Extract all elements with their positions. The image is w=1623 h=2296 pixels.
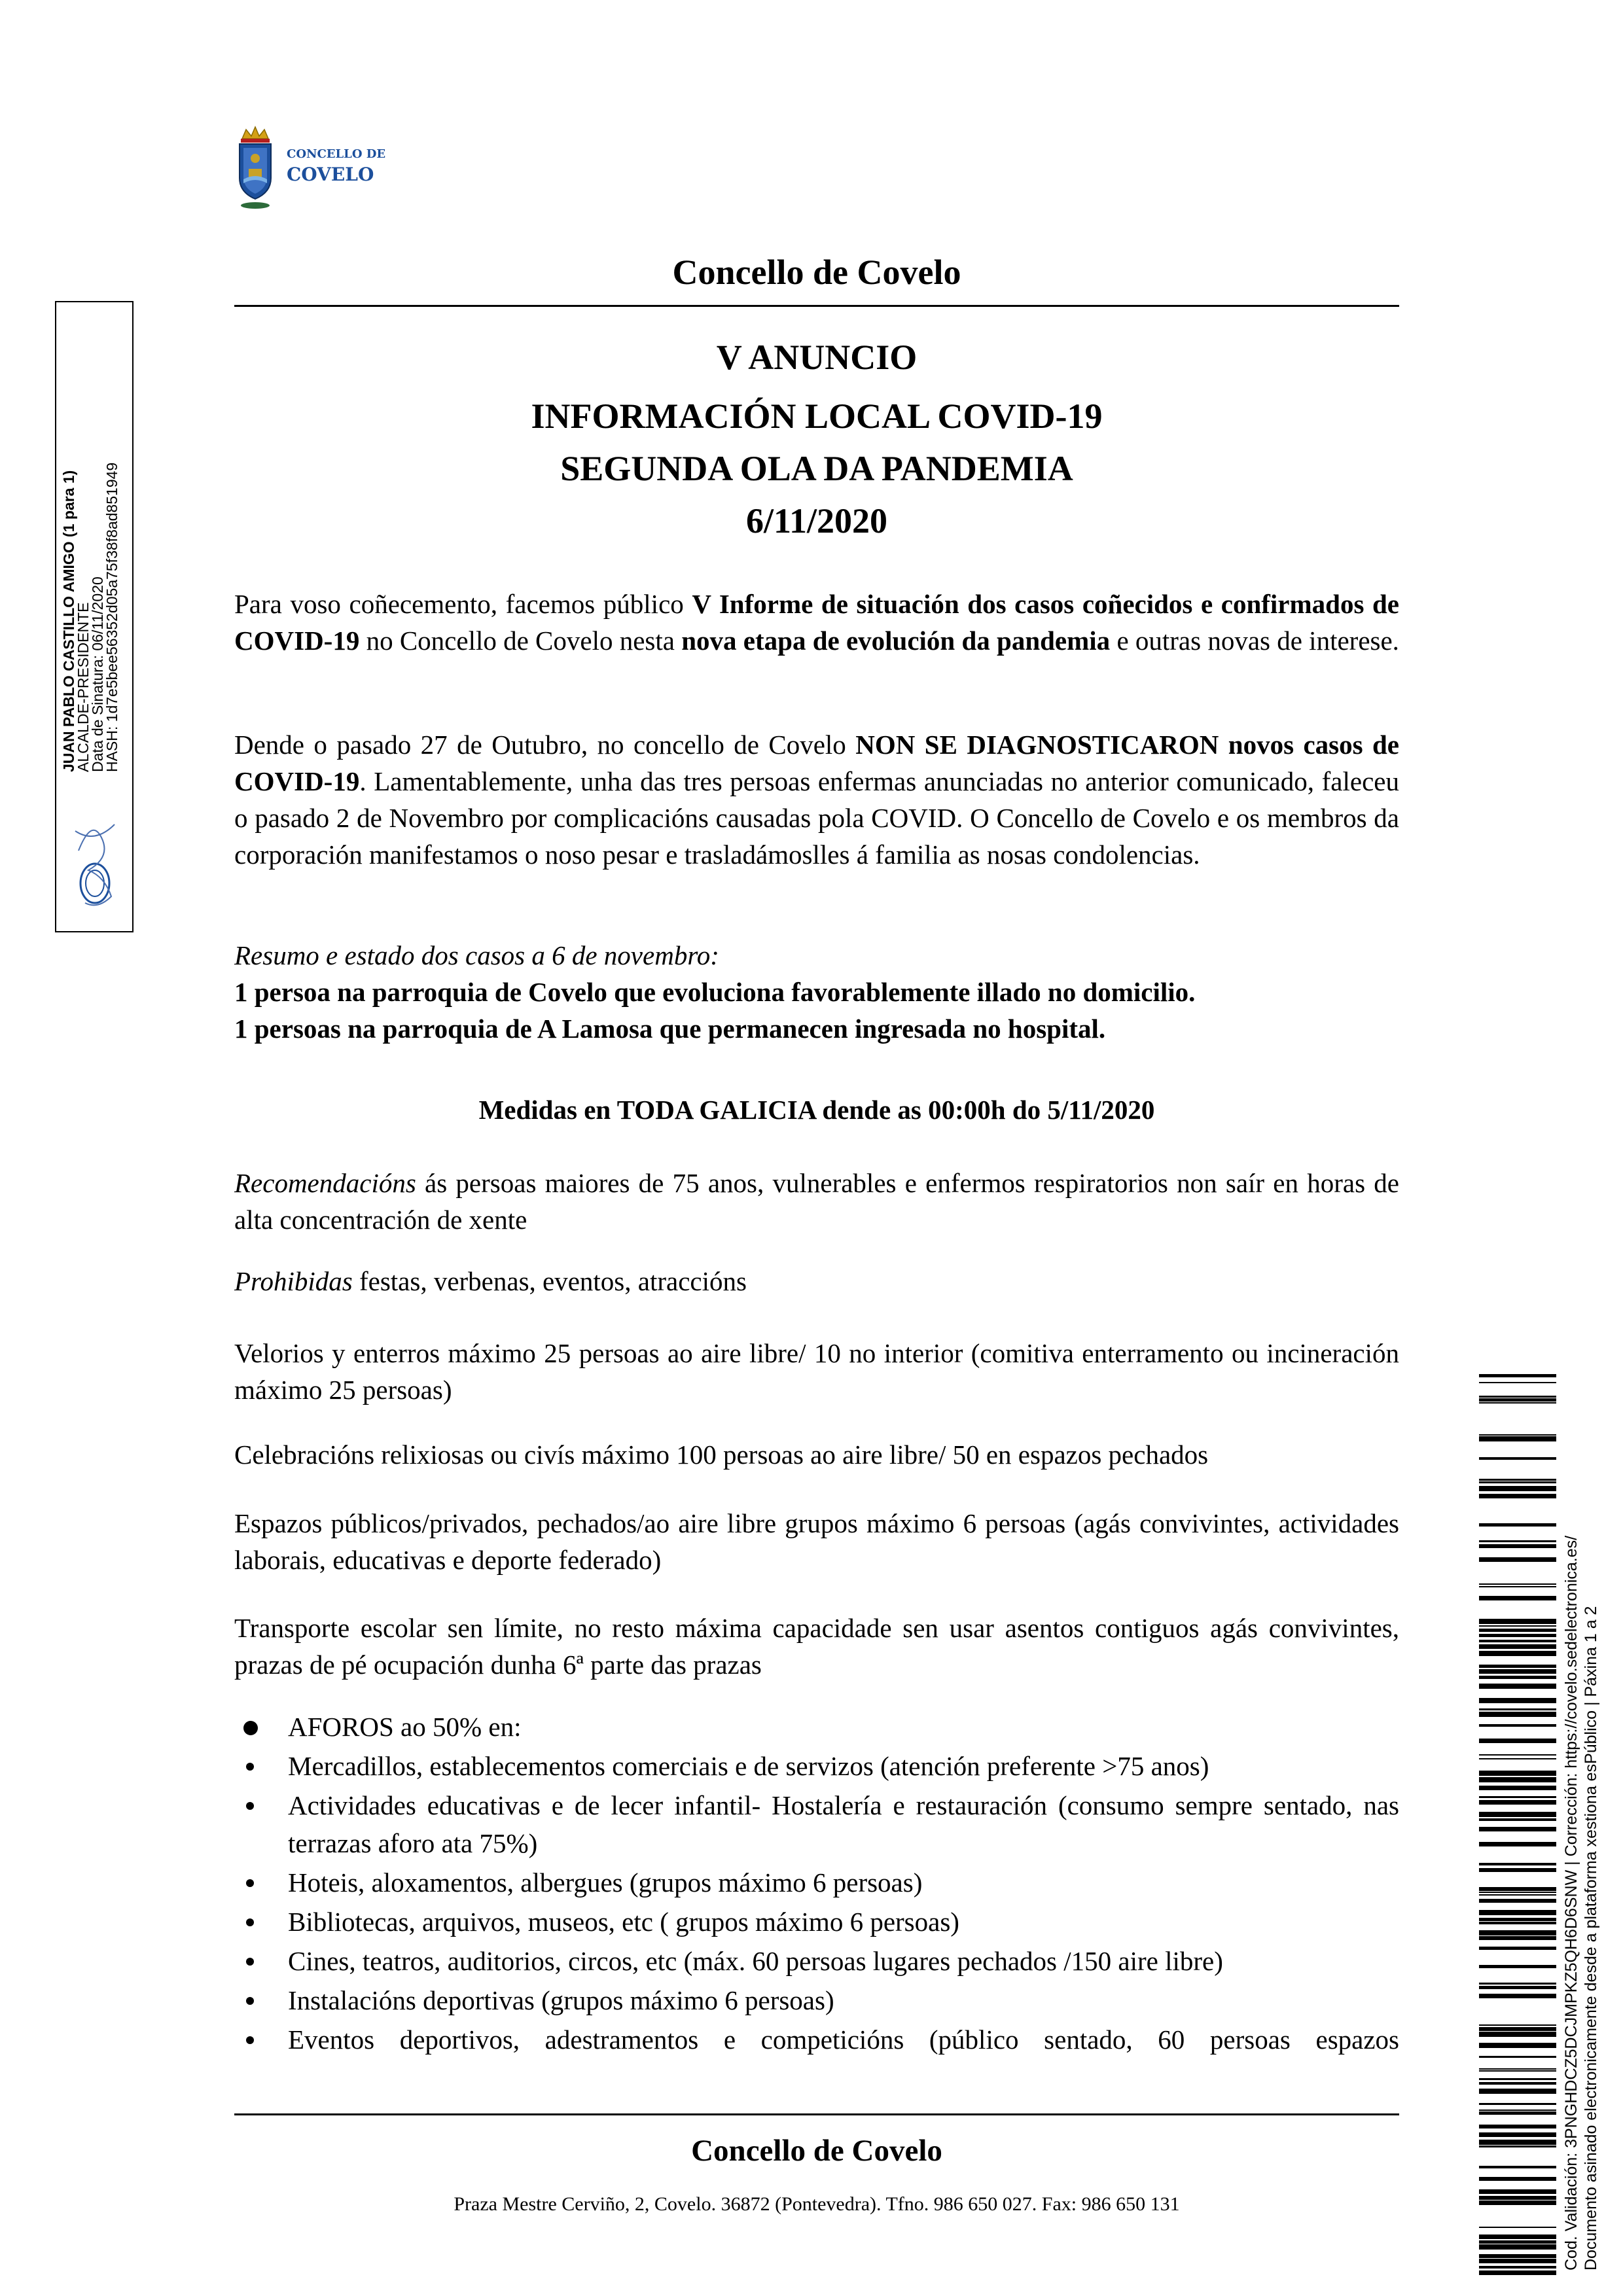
summary-line-covelo: 1 persoa na parroquia de Covelo que evoluciona favorablemente illado no domicilio. [234,977,1196,1007]
bullet-dot-icon [246,1879,254,1887]
barcode-bar [1479,2146,1556,2147]
announcement-number: V ANUNCIO [716,338,918,377]
barcode-bar [1479,1947,1556,1950]
barcode-bar [1479,1965,1556,1968]
barcode-bar [1479,1754,1556,1756]
barcode-bar [1479,1665,1556,1668]
barcode-bar [1479,1479,1556,1481]
barcode-bar [1479,1777,1556,1782]
barcode-bar [1479,1583,1556,1585]
barcode-bar [1479,2244,1556,2250]
barcode-bar [1479,1684,1556,1689]
barcode-bar [1479,1634,1556,1637]
barcode-bar [1479,1771,1556,1776]
barcode-bar [1479,2140,1556,2145]
barcode-bar [1479,2240,1556,2244]
signature-details [62,347,140,772]
measure-recommendations: Recomendacións ás persoas maiores de 75 anos, vulnerables e enfermos respiratorios non saír en horas de alta concentración de xente [234,1168,1399,1235]
measure-wakes: Velorios y enterros máximo 25 persoas ao aire libre/ 10 no interior (comitiva enterramento ou incineración máximo 25 persoas) [234,1338,1399,1405]
barcode-bar [1479,1540,1556,1542]
logo-text-concello: CONCELLO DE [287,147,386,161]
barcode-bar [1479,2043,1556,2048]
update-paragraph: Dende o pasado 27 de Outubro, no concello de Covelo NON SE DIAGNOSTICARON novos casos de COVID-19. Lamentablemente, unha das tres persoas enfermas anunciadas no anterior comunicado, faleceu o pasado 2 de Novembro por complicacións causadas pola COVID. O Concello de Covelo e os membros da corporación manifestamos o noso pesar e trasladámoslles á familia as nosas condolencias. [234,730,1400,870]
intro-paragraph: Para voso coñecemento, facemos público V Informe de situación dos casos coñecidos e confirmados de COVID-19 no Concello de Covelo nesta nova etapa de evolución da pandemia e outras novas de interese. [234,589,1399,656]
signature-role: ALCALDE-PRESIDENTE [75,602,92,772]
barcode-bar [1479,1481,1556,1483]
header-rule [234,305,1399,307]
capacity-list [234,1708,1399,2060]
barcode-bar [1479,1892,1556,1893]
validation-text [1561,1368,1607,2270]
barcode-bar [1479,1863,1556,1865]
barcode-bar [1479,1724,1556,1727]
header-title: Concello de Covelo [672,253,961,292]
barcode-bar [1479,1644,1556,1649]
barcode-bar [1479,2068,1556,2070]
barcode-bar [1479,2078,1556,2080]
logo-text-covelo: COVELO [287,164,374,185]
barcode-bar [1479,1936,1556,1940]
list-item: Actividades educativas e de lecer infantil- Hostalería e restauración (consumo sempre sentado, nas terrazas aforo ata 75%) [234,1786,1399,1862]
barcode-bar [1479,1800,1556,1805]
bullet-dot-icon [246,1763,254,1771]
list-item: Eventos deportivos, adestramentos e competicións (público sentado, 60 persoas espazos [234,2021,1399,2058]
barcode-bar [1479,1457,1556,1460]
barcode-bar [1479,2234,1556,2239]
barcode-bar [1479,2111,1556,2115]
list-item: Bibliotecas, arquivos, museos, etc ( grupos máximo 6 persoas) [234,1903,1399,1941]
bullet-dot-icon [246,1997,254,2005]
barcode-bar [1479,1708,1556,1710]
barcode-bar [1479,1887,1556,1891]
barcode-bar [1479,1486,1556,1491]
validation-platform: Documento asinado electronicamente desde a plataforma xestiona esPúblico | Páxina 1 a 2 [1582,1606,1600,2270]
barcode-bar [1479,1396,1556,1398]
barcode-bar [1479,2103,1556,2105]
signature-stamp-icon [65,811,124,916]
bullet-dot-icon [246,1802,254,1810]
measures-heading: Medidas en TODA GALICIA dende as 00:00h do 5/11/2020 [478,1095,1155,1125]
barcode-bar [1479,1619,1556,1624]
barcode-bar [1479,1494,1556,1498]
barcode-bar [1479,1910,1556,1915]
barcode-bar [1479,2270,1556,2275]
barcode-bar [1479,1930,1556,1935]
barcode-bar [1479,1629,1556,1632]
barcode-bar [1479,1786,1556,1790]
barcode-bar [1479,2070,1556,2072]
footer-rule [234,2113,1399,2115]
barcode-bar [1479,1712,1556,1717]
barcode-bar [1479,1557,1556,1562]
barcode-bar [1479,1398,1556,1402]
barcode-bar [1479,1436,1556,1441]
announcement-title: INFORMACIÓN LOCAL COVID-19 [531,397,1103,436]
measure-celebrations: Celebracións relixiosas ou civís máximo 100 persoas ao aire libre/ 50 en espazos pechados [234,1439,1209,1470]
barcode-bar [1479,1758,1556,1759]
barcode-bar [1479,1986,1556,1989]
signature-date: Data de Sinatura: 06/11/2020 [89,576,106,772]
bullet-dot-icon [246,1918,254,1926]
barcode-bar [1479,1818,1556,1821]
barcode-bar [1479,2189,1556,2194]
barcode-bar [1479,2259,1556,2263]
barcode-bar [1479,1983,1556,1985]
bullet-dot-icon [246,1958,254,1966]
barcode-bar [1479,2196,1556,2200]
barcode-bar [1479,1894,1556,1896]
barcode-bar [1479,1796,1556,1798]
measure-prohibited: Prohibidas festas, verbenas, eventos, atraccións [234,1266,747,1296]
barcode-bar [1479,2032,1556,2037]
barcode-bar [1479,1842,1556,1846]
barcode-bar [1479,1596,1556,1600]
barcode-bar [1479,2266,1556,2269]
barcode-bar [1479,1994,1556,1998]
barcode-bar [1479,1434,1556,1436]
measure-transport: Transporte escolar sen límite, no resto máxima capacidade sen usar asentos contiguos agás convivintes, prazas de pé ocupación dunha 6ª parte das prazas [234,1613,1399,1680]
barcode-bar [1479,1625,1556,1627]
barcode-bar [1479,1698,1556,1703]
barcode-bar [1479,1523,1556,1527]
announcement-subtitle: SEGUNDA OLA DA PANDEMIA [560,449,1073,488]
summary-line-lamosa: 1 persoas na parroquia de A Lamosa que permanecen ingresada no hospital. [234,1014,1106,1044]
barcode-bar [1479,2056,1556,2058]
barcode-bar [1479,1922,1556,1924]
summary-heading: Resumo e estado dos casos a 6 de novembro: [234,940,719,970]
footer-title: Concello de Covelo [691,2134,942,2168]
barcode-bar [1479,1918,1556,1921]
announcement-date: 6/11/2020 [745,501,888,540]
barcode-bar [1479,2200,1556,2205]
measure-spaces: Espazos públicos/privados, pechados/ao aire libre grupos máximo 6 persoas (agás convivintes, actividades laborais, educativas e deporte federado) [234,1508,1399,1575]
barcode-bar [1479,2110,1556,2111]
footer-address: Praza Mestre Cerviño, 2, Covelo. 36872 (Pontevedra). Tfno. 986 650 027. Fax: 986 650 131 [454,2193,1180,2215]
barcode-bar [1479,1676,1556,1679]
barcode-bar [1479,2254,1556,2258]
barcode-bar [1479,1739,1556,1743]
signature-hash: HASH: 1d7e5bee56352d05a75f38f8ad851949 [103,462,120,772]
list-item: Hoteis, aloxamentos, albergues (grupos máximo 6 persoas) [234,1863,1399,1901]
barcode-bar [1479,1812,1556,1817]
barcode-bar [1479,1586,1556,1587]
list-item: AFOROS ao 50% en: [234,1708,1399,1746]
barcode-bar [1479,1640,1556,1642]
barcode-bar [1479,1374,1556,1377]
barcode-bar [1479,1402,1556,1404]
barcode-bar [1479,2027,1556,2031]
barcode-bar [1479,1899,1556,1903]
barcode-bar [1479,2132,1556,2137]
bullet-dot-icon [246,2036,254,2044]
list-item: Instalacións deportivas (grupos máximo 6 persoas) [234,1981,1399,2019]
list-item: Mercadillos, establecementos comerciais e de servizos (atención preferente >75 anos) [234,1747,1399,1785]
barcode-bar [1479,2227,1556,2228]
barcode-bar [1479,2177,1556,2181]
barcode-bar [1479,2166,1556,2168]
barcode-bar [1479,1669,1556,1674]
barcode-bar [1479,1544,1556,1548]
barcode-bar [1479,1827,1556,1831]
barcode [1479,1374,1556,2277]
validation-code: Cod. Validación: 3PNGHDCZ5DCJMPKZ5QH6D6SNW | Corrección: https://covelo.sedelectronica.es/ [1562,1535,1580,2270]
barcode-bar [1479,2089,1556,2094]
barcode-bar [1479,2125,1556,2128]
barcode-bar [1479,1382,1556,1383]
barcode-bar [1479,1868,1556,1872]
list-item: Cines, teatros, auditorios, circos, etc (máx. 60 persoas lugares pechados /150 aire libre) [234,1942,1399,1980]
barcode-bar [1479,2082,1556,2085]
barcode-bar [1479,2024,1556,2026]
barcode-bar [1479,1651,1556,1656]
signature-name: JUAN PABLO CASTILLO AMIGO (1 para 1) [60,470,77,772]
bullet-dot-icon [243,1721,258,1735]
